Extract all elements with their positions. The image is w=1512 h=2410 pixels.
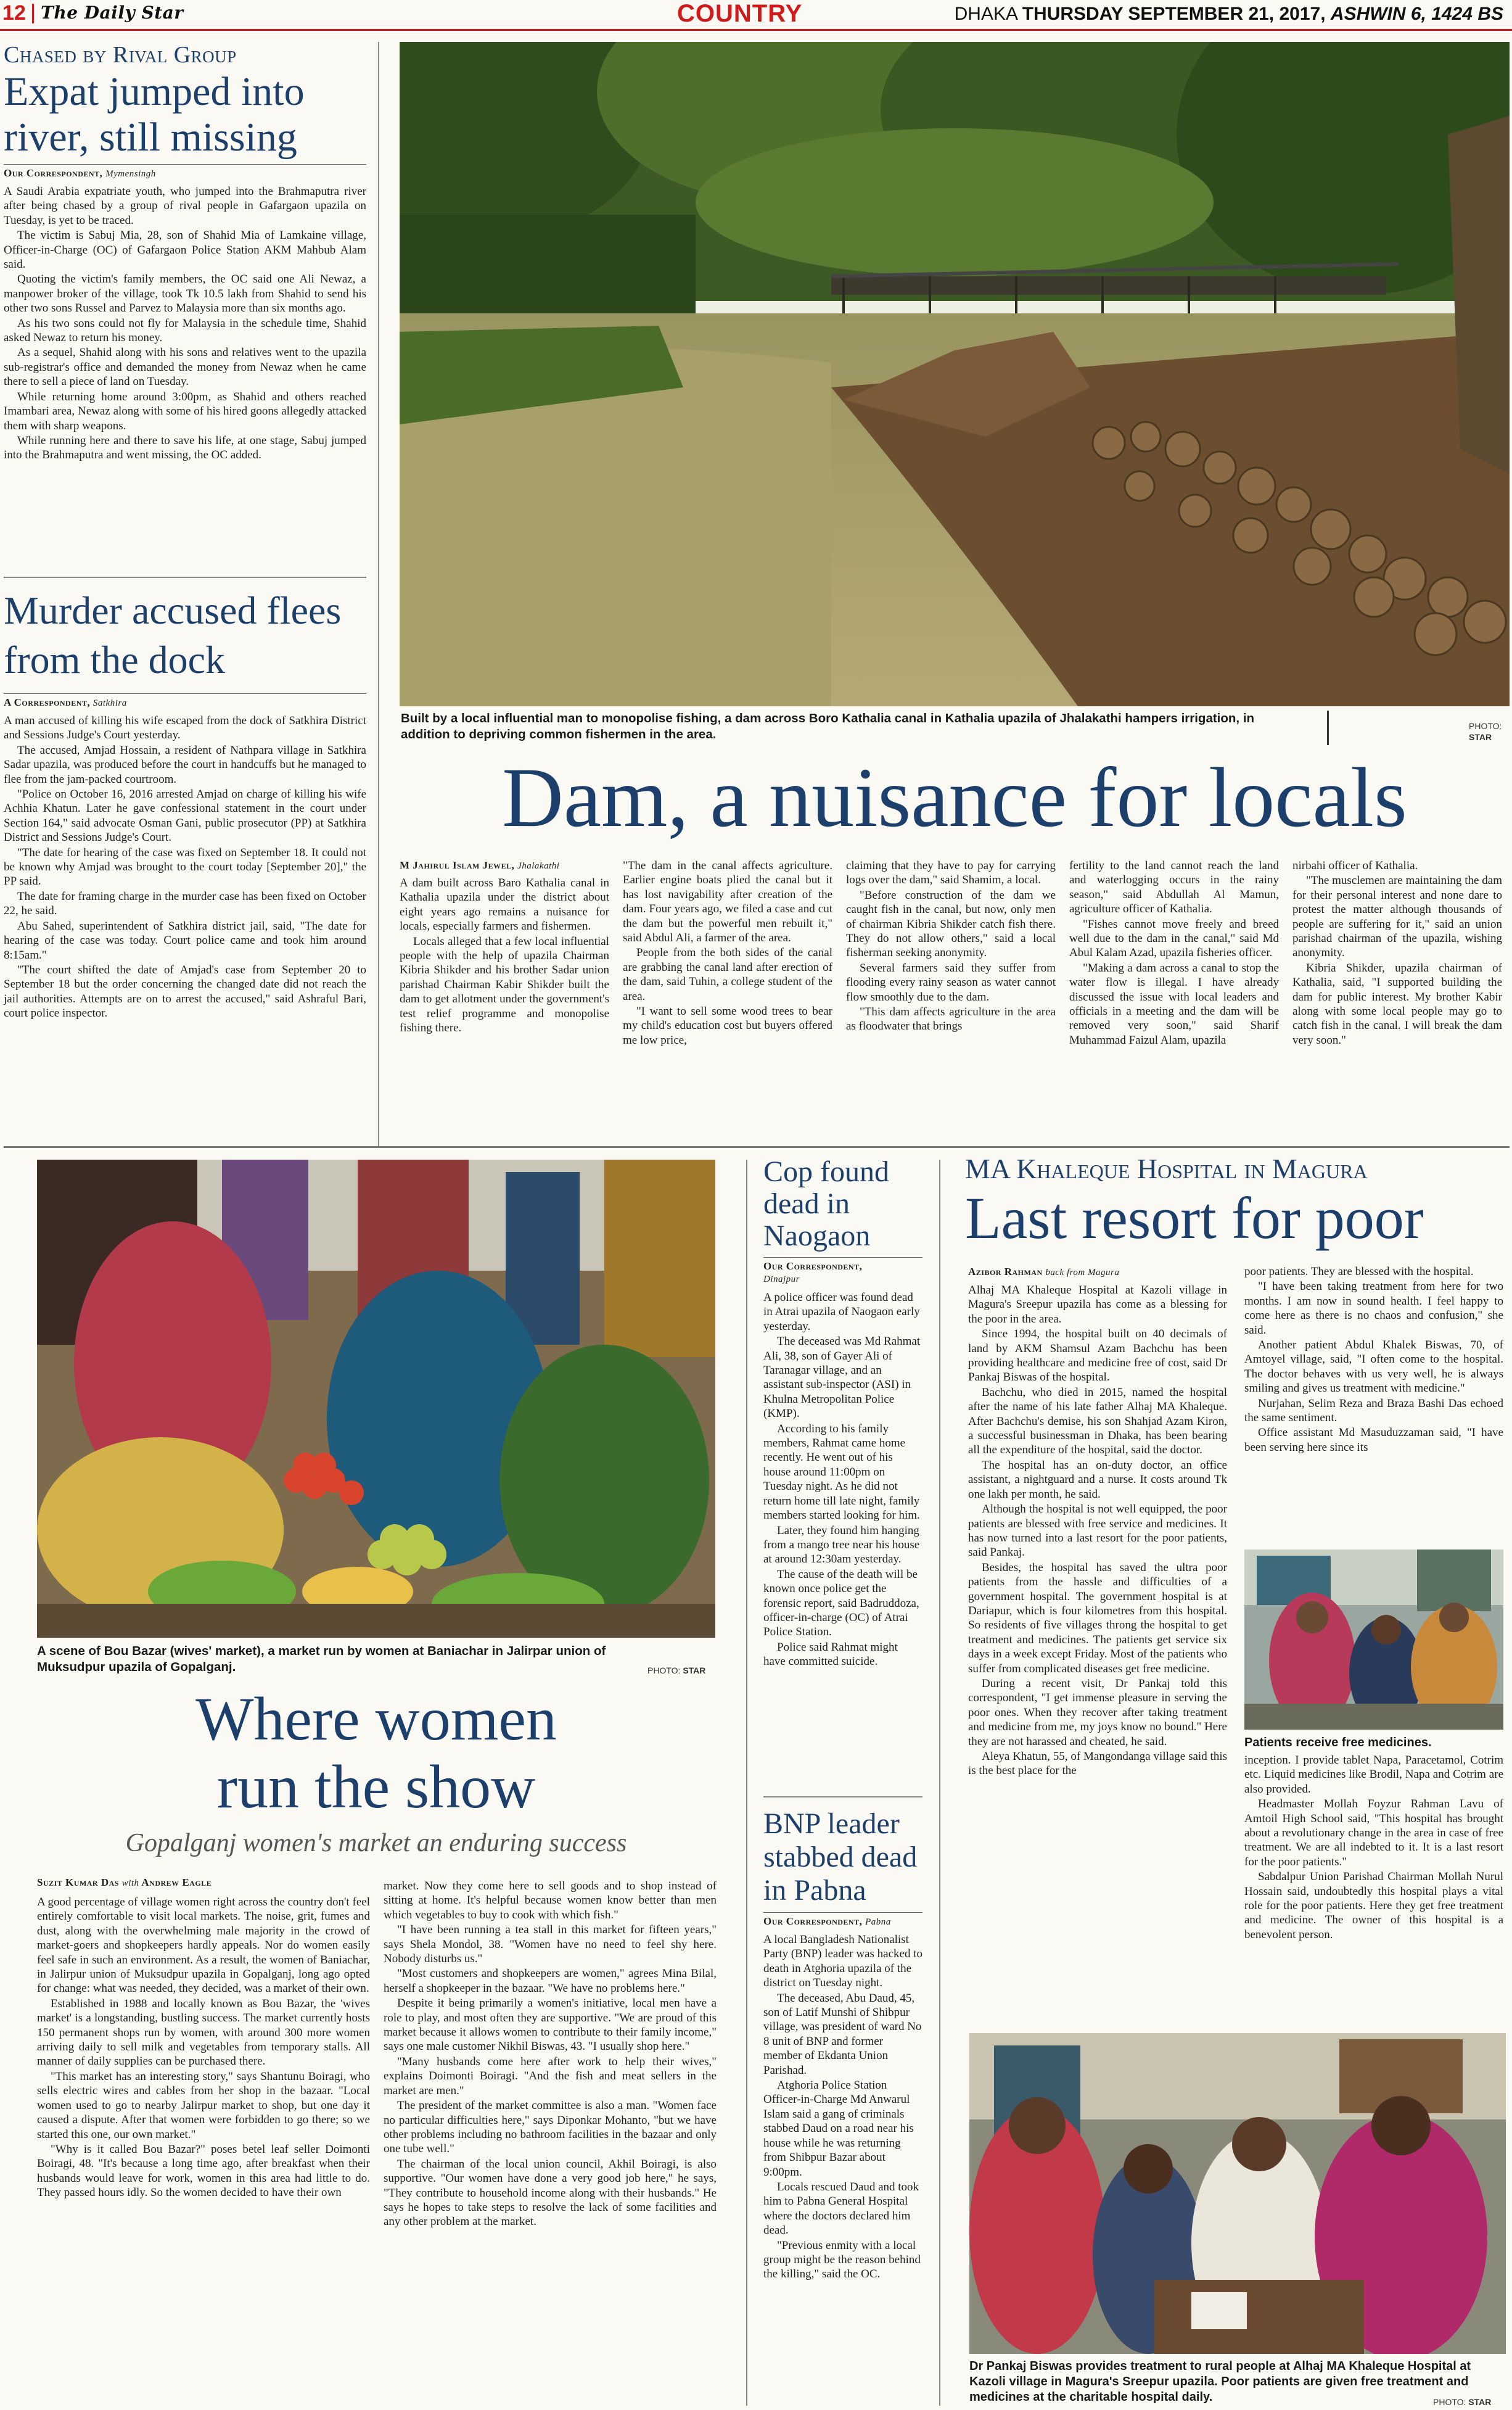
paragraph: A good percentage of village women right across the country don't feel entirely comfortable to visit local markets. The noise, grit, fumes and dust, along with the overwhelming male majority in the crowd of market-goers and shopkeepers hardly appeals. Nor do women easily feel safe in such an environment. As a result, the women of Baniachar, in Jalirpur union of Muksudpur upazila in Gopalganj, long ago opted for change: what was needed, they decided, was a market of their own. (37, 1896, 370, 1995)
bnp-headline: BNP leader stabbed dead in Pabna (763, 1807, 918, 1907)
paragraph: "Most customers and shopkeepers are women," agrees Mina Bilal, herself a shopkeeper in the bazaar. "We have no problems here." (384, 1967, 717, 1995)
hospital-headline: Last resort for poor (965, 1185, 1424, 1251)
hospital-col-2-bottom (1244, 1753, 1503, 2024)
paragraph: Quoting the victim's family members, the OC said one Ali Newaz, a manpower broker of the village, took Tk 10.5 lakh from Shahid to send his other two sons Russel and Parvez to Malaysia more than six months ago. (4, 273, 366, 315)
dam-byline: M Jahirul Islam Jewel, Jhalakathi (400, 859, 560, 871)
expat-byline: Our Correspondent, Mymensingh (4, 167, 156, 179)
paragraph: "This dam affects agriculture in the area as floodwater that brings (846, 1005, 1056, 1033)
women-col-1 (37, 1895, 370, 2407)
paragraph: Locals rescued Daud and took him to Pabna General Hospital where the doctors declared him dead. (763, 2180, 919, 2237)
paragraph: "The date for hearing of the case was fixed on September 18. It could not be known why Amjad was brought to the court today [September 20]," the PP said. (4, 846, 366, 888)
hospital-col-1 (968, 1283, 1227, 1863)
paragraph: Atghoria Police Station Officer-in-Charge Md Anwarul Islam said a gang of criminals stabbed Daud on a road near his house while he was returning from Shibpur Bazar about 9:00pm. (763, 2079, 914, 2179)
left-vertical-rule (378, 42, 379, 1146)
paragraph: Bachchu, who died in 2015, named the hospital after the name of his late father Alhaj MA Khaleque. After Bachchu's demise, his son Shahjad Azam Kiron, a successful businessman in Dhaka, has been bearing all the expenditure of the hospital, said the doctor. (968, 1385, 1227, 1457)
paragraph: Nurjahan, Selim Reza and Braza Bashi Das echoed the same sentiment. (1244, 1397, 1503, 1425)
paragraph: While running here and there to save his life, at one stage, Sabuj jumped into the Brahmaputra and went missing, the OC added. (4, 434, 366, 462)
dam-photo (400, 42, 1510, 706)
paragraph: "Before construction of the dam we caught fish in the canal, but now, only men of chairman Kibria Shikder catch fish there. They do not allow others," said a local fisherman seeking anonymity. (846, 888, 1056, 960)
paragraph: Several farmers said they suffer from flooding every rainy season as water cannot flow smoothly due to the dam. (846, 961, 1056, 1004)
women-subhead: Gopalganj women's market an enduring success (125, 1829, 627, 1857)
women-col-2 (384, 1879, 717, 2407)
hospital-kicker: MA Khaleque Hospital in Magura (965, 1153, 1368, 1184)
expat-body (4, 184, 366, 463)
paragraph: "This market has an interesting story," says Shantunu Boiragi, who sells electric wires and cables from her shop in the bazaar. "Local women used to go to nearby Jalirpur market to shop, but one day it caused a dispute. After that women were forbidden to go there; so we started this one, our own market." (37, 2070, 370, 2141)
page-number: 12 (2, 1, 26, 25)
market-photo-credit: PHOTO: STAR (647, 1665, 706, 1675)
paper-name-logo: The Daily Star (41, 2, 184, 23)
murder-byline: A Correspondent, Satkhira (4, 696, 127, 708)
paragraph: "Making a dam across a canal to stop the water flow is illegal. I have already discussed the issue with local leaders and officials in a meeting and the dam will be removed very soon," said Sharif Muhammad Faizul Alam, upazila (1069, 961, 1279, 1047)
paragraph: Sabdalpur Union Parishad Chairman Mollah Nurul Hossain said, undoubtedly this hospital plays a vital role for the poor patients. Here they get free treatment and medicine. The owner of this hospital is a benevolent person. (1244, 1870, 1503, 1941)
paragraph: "I have been running a tea stall in this market for fifteen years," says Shela Mondol, 38. "Women have no need to feel shy here. Nobody disturbs us." (384, 1923, 717, 1966)
paragraph: According to his family members, Rahmat came home recently. He went out of his house around 11:00pm on Tuesday night. As he did not return home till late night, family members started looking for him. (763, 1422, 920, 1522)
paragraph: "Police on October 16, 2016 arrested Amjad on charge of killing his wife Achhia Khatun. Later he gave confessional statement in the court under Section 164," said advocate Osman Gani, public prosecutor (PP) at Satkhira District and Sessions Judge's Court. (4, 788, 366, 844)
dam-photo-credit: PHOTO: STAR (1469, 721, 1502, 742)
paragraph: Abu Sahed, superintendent of Satkhira district jail, said, "The date for hearing of the case was today. Court police came and took him around 8:15am." (4, 919, 366, 962)
paragraph: Since 1994, the hospital built on 40 decimals of land by AKM Shamsul Azam Bachchu has been providing healthcare and medicine free of cost, said Dr Pankaj Biswas of the hospital. (968, 1327, 1227, 1384)
cop-story (763, 1156, 922, 1785)
murder-story (4, 586, 366, 1129)
paragraph: "I have been taking treatment from here for two months. I am now in sound health. I feel happy to come here as there is no chaos and confusion," she said. (1244, 1280, 1503, 1337)
paragraph: The president of the market committee is also a man. "Women face no particular difficulties here," says Diponkar Mohanto, "but we have other problems including no bathroom facilities in the bazaar and only one tube well." (384, 2099, 717, 2156)
paragraph: The date for framing charge in the murder case has been fixed on October 22, he said. (4, 889, 366, 918)
paragraph: "Fishes cannot move freely and breed well due to the dam in the canal," said Md Abul Kalam Azad, upazila fisheries officer. (1069, 917, 1279, 960)
bnp-byline: Our Correspondent, Pabna (763, 1915, 891, 1927)
doctor-photo-caption: Dr Pankaj Biswas provides treatment to rural people at Alhaj MA Khaleque Hospital at Kazoli village in Magura's Sreepur upazila. Poor patients are given free treatment and medicines at the charitable hospital daily. (969, 2359, 1471, 2404)
women-byline: Suzit Kumar Das with Andrew Eagle (37, 1876, 212, 1888)
dateline (955, 4, 1503, 25)
masthead-divider (32, 4, 34, 23)
dam-photo-caption: Built by a local influential man to monopolise fishing, a dam across Boro Kathalia canal in Kathalia upazila of Jhalakathi hampers irrigation, in addition to depriving common fishermen in the area. (401, 711, 1255, 741)
expat-headline: Expat jumped into river, still missing (4, 69, 305, 160)
market-photo-caption: A scene of Bou Bazar (wives' market), a market run by women at Baniachar in Jalirpar union of Muksudpur upazila of Gopalganj. (37, 1644, 606, 1674)
section-name: COUNTRY (677, 0, 803, 27)
paragraph: poor patients. They are blessed with the hospital. (1244, 1265, 1474, 1278)
cop-right-rule (939, 1160, 940, 2406)
paragraph: A police officer was found dead in Atrai upazila of Naogaon early yesterday. (763, 1291, 920, 1333)
paragraph: Later, they found him hanging from a mango tree near his house at around 12:30am yesterday. (763, 1524, 920, 1566)
bnp-story (763, 1807, 922, 2406)
paragraph: "Previous enmity with a local group might be the reason behind the killing," said the OC. (763, 2239, 921, 2281)
paragraph: fertility to the land cannot reach the land and waterlogging occurs in the rainy season," said Abdullah Al Mamun, agriculture officer of Kathalia. (1069, 859, 1279, 916)
cop-byline: Our Correspondent, Dinajpur (763, 1260, 863, 1284)
cop-bnp-divider (763, 1796, 922, 1797)
paragraph: inception. I provide tablet Napa, Paracetamol, Cotrim etc. Liquid medicines like Brodil, Napa and Cotrim are also provided. (1244, 1754, 1503, 1796)
paragraph: claiming that they have to pay for carrying logs over the dam," said Shamim, a local. (846, 859, 1056, 887)
doctor-photo-credit: PHOTO: STAR (1433, 2397, 1492, 2407)
paragraph: Established in 1988 and locally known as Bou Bazar, the 'wives market' is a longstanding, bustling success. The market currently hosts 150 permanent shops run by women, with around 300 more women arriving daily to sell milk and vegetables from temporary stalls. All manner of daily supplies can be purchased there. (37, 1997, 370, 2068)
paragraph: The cause of the death will be known once police get the forensic report, said Badruddoza, officer-in-charge (OC) of Atrai Police Station. (763, 1567, 919, 1639)
dateline-date: THURSDAY SEPTEMBER 21, 2017, (1022, 4, 1326, 24)
paragraph: "The court shifted the date of Amjad's case from September 20 to September 18 but the order concerning the changed date did not reach the jail authorities. Attempts are on to arrest the accused," said Ashraful Bari, court police inspector. (4, 963, 366, 1020)
dam-col-5 (1292, 859, 1502, 1136)
paragraph: "The dam in the canal affects agriculture. Earlier engine boats plied the canal but it has lost navigability after creation of the dam. Four years ago, we filed a case and cut the dam but the powerful men rebuilt it," said Abdul Ali, a farmer of the area. (623, 859, 832, 945)
bnp-body (763, 1933, 922, 2282)
paragraph: The chairman of the local union council, Akhil Boiragi, is also supportive. "Our women have done a very good job here," he says, "They contribute to household income along with their husbands." He says he hopes to take steps to resolve the lack of some facilities and any other problem at the market. (384, 2157, 717, 2229)
paragraph: Headmaster Mollah Foyzur Rahman Lavu of Amtoil High School said, "This hospital has brought about a revolutionary change in the area in case of free treatment. We are all indebted to it. It is a last resort for the poor patients." (1244, 1797, 1503, 1868)
left-column-divider (4, 577, 366, 578)
paragraph: nirbahi officer of Kathalia. (1292, 859, 1418, 872)
paragraph: Alhaj MA Khaleque Hospital at Kazoli village in Magura's Sreepur upazila has come as a blessing for the poor in the area. (968, 1284, 1227, 1326)
paragraph: Office assistant Md Masuduzzaman said, "I have been serving here since its (1244, 1426, 1503, 1454)
paragraph: The deceased was Md Rahmat Ali, 38, son of Gayer Ali of Taranagar village, and an assistant sub-inspector (ASI) in Khulna Metropolitan Police (KMP). (763, 1335, 921, 1421)
dam-col-3 (846, 859, 1056, 1136)
paragraph: Although the hospital is not well equipped, the poor patients are blessed with free service and medicines. It has now turned into a last resort for the poor patients, said Pankaj. (968, 1503, 1227, 1559)
paragraph: While returning home around 3:00pm, as Shahid and others reached Imambari area, Newaz along with some of his hired goons allegedly attacked them with sharp weapons. (4, 390, 366, 432)
expat-byline-rule (4, 164, 366, 165)
murder-headline: Murder accused flees from the dock (4, 588, 342, 682)
murder-body (4, 714, 366, 1021)
patients-photo-caption: Patients receive free medicines. (1244, 1736, 1432, 1749)
masthead-rule (0, 29, 1512, 31)
hospital-col-2-top (1244, 1265, 1503, 1548)
dam-headline: Dam, a nuisance for locals (502, 750, 1407, 844)
paragraph: The accused, Amjad Hossain, a resident of Nathpara village in Satkhira Sadar upazila, was produced before the court in handcuffs but he managed to flee from the jam-packed courtroom. (4, 743, 366, 786)
paragraph: Locals alleged that a few local influential people with the help of upazila Chairman Kibria Shikder and his brother Sadar union parishad Chairman Kabir Shikder built the dam to get allotment under the government's test relief programme and monopolise fishing there. (400, 935, 609, 1035)
masthead (0, 0, 1512, 31)
paragraph: "I want to sell some wood trees to bear my child's education cost but buyers offered me low price, (623, 1005, 832, 1047)
dam-col-2 (623, 859, 832, 1136)
expat-kicker: Chased by Rival Group (4, 42, 237, 68)
paragraph: A Saudi Arabia expatriate youth, who jumped into the Brahmaputra river after being chased by a group of rival people in Gafargaon upazila on Tuesday, is yet to be traced. (4, 185, 366, 227)
dateline-bs: ASHWIN 6, 1424 BS (1330, 4, 1503, 24)
paragraph: As his two sons could not fly for Malaysia in the schedule time, Shahid asked Newaz to return his money. (4, 316, 366, 345)
women-headline-line2: run the show (216, 1752, 536, 1821)
hospital-byline: Azibor Rahman back from Magura (968, 1266, 1120, 1277)
expat-story (4, 42, 366, 572)
paragraph: People from the both sides of the canal are grabbing the canal land after erection of the dam, said Tuhin, a college student of the area. (623, 946, 832, 1003)
women-headline (37, 1685, 715, 1821)
paragraph: "Why is it called Bou Bazar?" poses betel leaf seller Doimonti Boiragi, 48. "It's because a long time ago, after breakfast when their husbands would leave for work, women in this area had little to do. They passed hours idly. So the women decided to have their own (37, 2142, 370, 2200)
patients-photo (1244, 1550, 1503, 1730)
paragraph: Kibria Shikder, upazila chairman of Kathalia, said, "I supported building the dam for public interest. My brother Kabir along with some local people may go to catch fish in the canal. I will break the dam very soon." (1292, 961, 1502, 1047)
paragraph: The victim is Sabuj Mia, 28, son of Shahid Mia of Lamkaine village, Officer-in-Charge (OC) of Gafargaon Police Station AKM Mahbub Alam said. (4, 229, 366, 271)
cop-body (763, 1290, 922, 1669)
doctor-photo (969, 2033, 1506, 2354)
paragraph: Another patient Abdul Khalek Biswas, 70, of Amtoyel village, said, "I often come to the hospital. The doctor behaves with us very well, he is always smiling and gives us treatment with medicine." (1244, 1339, 1503, 1395)
dam-col-4 (1069, 859, 1279, 1136)
paragraph: "Many husbands come here after work to help their wives," explains Doimonti Boiragi. "And the fish and meat sellers in the market are men." (384, 2055, 717, 2097)
middle-horizontal-rule (4, 1146, 1510, 1148)
dam-col-1 (400, 876, 609, 1135)
dam-caption-rule (1327, 711, 1329, 745)
paragraph: "The musclemen are maintaining the dam for their personal interest and none dare to protest the matter although thousands of people are suffering for it," said an union parishad chairman of the upazila, wishing anonymity. (1292, 874, 1502, 960)
paragraph: As a sequel, Shahid along with his sons and relatives went to the upazila sub-registrar's office and demanded the money from Newaz when he came there to sell a piece of land on Tuesday. (4, 346, 366, 389)
women-headline-line1: Where women (195, 1685, 557, 1753)
paragraph: A local Bangladesh Nationalist Party (BNP) leader was hacked to death in Atghoria upazila of the district on Tuesday night. (763, 1933, 922, 1990)
market-right-rule (746, 1160, 747, 2406)
paragraph: A man accused of killing his wife escaped from the dock of Satkhira District and Sessions Judge's Court yesterday. (4, 714, 366, 742)
paragraph: Despite it being primarily a women's initiative, local men have a role to play, and most often they are supportive. "We are proud of this market because it allows women to contribute to their family income," says one male customer Nikhil Biswas, 43. "I usually shop here." (384, 1997, 717, 2053)
paragraph: During a recent visit, Dr Pankaj told this correspondent, "I get immense pleasure in serving the poor ones. When they recover after taking treatment and medicine from me, my joys know no bound." Here they are not harassed and cheated, he said. (968, 1677, 1227, 1748)
dateline-city: DHAKA (954, 4, 1017, 24)
paragraph: The hospital has an on-duty doctor, an office assistant, a nightguard and a nurse. It costs around Tk one lakh per month, he said. (968, 1458, 1227, 1501)
paragraph: Besides, the hospital has saved the ultra poor patients from the hassle and difficulties of a government hospital. The government hospital is at Dariapur, which is four kilometres from this hospital. So residents of five villages throng the hospital to get treatment and medicines. The patients get service six days in a week except Friday. Most of the patients who suffer from complicated diseases get free medicine. (968, 1561, 1227, 1675)
paragraph: A dam built across Baro Kathalia canal in Kathalia upazila under the district about eight years ago remains a nuisance for locals, especially farmers and fishermen. (400, 877, 609, 933)
paragraph: Police said Rahmat might have committed suicide. (763, 1640, 898, 1669)
paragraph: market. Now they come here to sell goods and to shop instead of sitting at home. It's helpful because women know better than men which vegetables to buy to cook with which fish." (384, 1880, 717, 1921)
market-photo (37, 1160, 715, 1638)
cop-headline: Cop found dead in Naogaon (763, 1156, 889, 1252)
paragraph: The deceased, Abu Daud, 45, son of Latif Munshi of Shibpur village, was president of ward No 8 unit of BNP and former member of Ekdanta Union Parishad. (763, 1991, 922, 2077)
paragraph: Aleya Khatun, 55, of Mangondanga village said this is the best place for the (968, 1750, 1227, 1778)
